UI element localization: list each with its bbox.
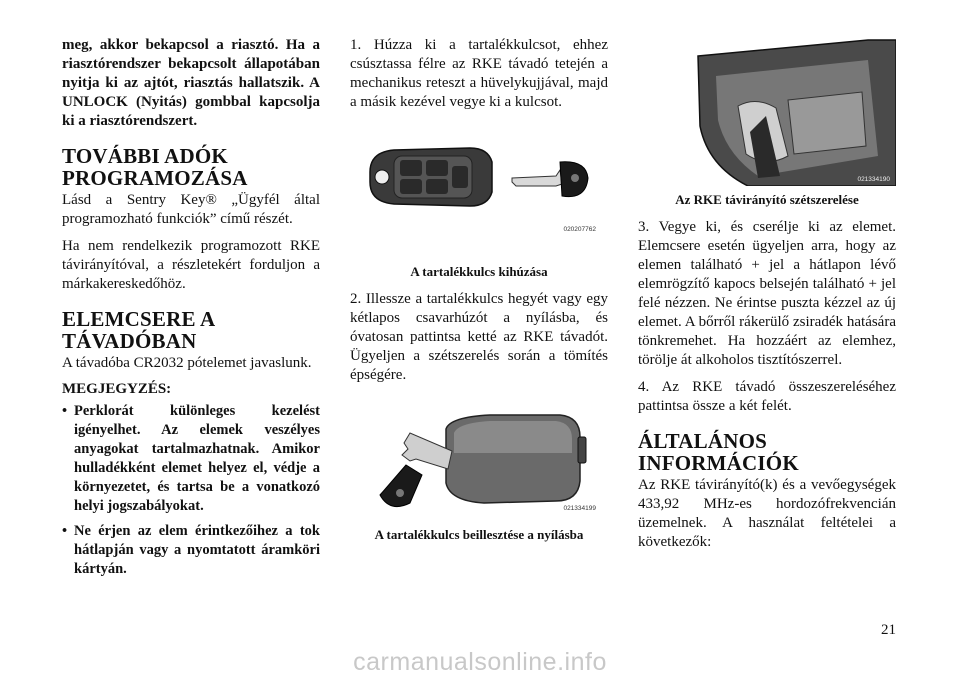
figure-disassembly <box>638 36 896 186</box>
note-text: Ne érjen az elem érintkezőihez a tok hátlapján vagy a nyomtatott áramköri kártyán. <box>74 523 320 577</box>
fob-disassembly-illustration <box>638 36 896 186</box>
figure-key-removal <box>350 120 608 260</box>
note-heading: MEGJEGYZÉS: <box>62 381 172 397</box>
dealer-paragraph: Ha nem rendelkezik programozott RKE távirányítóval, a részletekért forduljon a márkakereskedőhöz. <box>62 238 320 292</box>
step4-paragraph: 4. Az RKE távadó összeszereléséhez pattintsa össze a két felét. <box>638 379 896 414</box>
figure-code: 020207762 <box>563 226 596 233</box>
figure-caption: Az RKE távirányító szétszerelése <box>675 192 859 207</box>
sentry-key-paragraph: Lásd a Sentry Key® „Ügyfél által programozható funkciók” című részét. <box>62 192 320 227</box>
watermark: carmanualsonline.info <box>353 648 607 676</box>
page-number: 21 <box>881 622 896 638</box>
bullet-icon: • <box>62 523 68 539</box>
key-fob-and-key-illustration <box>350 120 608 260</box>
step2-paragraph: 2. Illessze a tartalékkulcs hegyét vagy egy kétlapos csavarhúzót a nyílásba, és óvatosan pattintsa ketté az RKE távadót. Ügyeljen a szétszerelés során a tömítés épségére. <box>350 291 608 383</box>
heading-battery-replacement: ELEMCSERE A TÁVADÓBAN <box>62 307 215 353</box>
intro-paragraph: meg, akkor bekapcsol a riasztó. Ha a riasztórendszer bekapcsolt állapotában nyitja ki az ajtót, riasztás hallatszik. A UNLOCK (Nyitás) gombbal kapcsolja ki a riasztórendszert. <box>62 37 320 129</box>
heading-general-information: ÁLTALÁNOS INFORMÁCIÓK <box>638 429 799 475</box>
heading-additional-transmitters: TOVÁBBI ADÓK PROGRAMOZÁSA <box>62 144 248 190</box>
figure-key-insertion <box>350 393 608 523</box>
note-list <box>62 402 320 579</box>
note-text: Perklorát különleges kezelést igényelhet. Az elemek veszélyes anyagokat tartalmazhatnak. Amikor hulladékként elemet helyez el, védje a környezetet, és tartsa be a vonatkozó helyi jogszabályokat. <box>74 403 320 514</box>
key-insertion-illustration <box>350 393 608 523</box>
frequency-paragraph: Az RKE távirányító(k) és a vevőegységek 433,92 MHz-es hordozófrekvencián üzemelnek. A használat feltételei a következők: <box>638 477 896 550</box>
bullet-icon: • <box>62 403 68 419</box>
figure-code: 021334199 <box>563 505 596 512</box>
step1-paragraph: 1. Húzza ki a tartalékkulcsot, ehhez csúsztassa félre az RKE távadó tetején a mechanikus reteszt a hüvelykujjával, majd a másik kezével vegye ki a kulcsot. <box>350 37 608 110</box>
note-item <box>62 522 320 579</box>
figure-caption: A tartalékkulcs kihúzása <box>410 264 548 279</box>
note-item <box>62 402 320 516</box>
battery-type-paragraph: A távadóba CR2032 pótelemet javaslunk. <box>62 355 312 371</box>
figure-code: 021334190 <box>857 176 890 183</box>
middle-column <box>350 36 608 553</box>
left-column <box>62 36 320 585</box>
step3-paragraph: 3. Vegye ki, és cserélje ki az elemet. Elemcsere esetén ügyeljen arra, hogy az elemen található + jel a hátlapon lévő elemrögzítő kapocs belsején található + jel felé nézzen. Ne érintse puszta kézzel az új elemet. A bőrről rákerülő zsiradék hatására tönkremehet. Ha hozzáért az elemhez, törölje át alkoholos tisztítószerrel. <box>638 219 896 368</box>
figure-caption: A tartalékkulcs beillesztése a nyílásba <box>374 527 584 542</box>
right-column <box>638 36 896 560</box>
